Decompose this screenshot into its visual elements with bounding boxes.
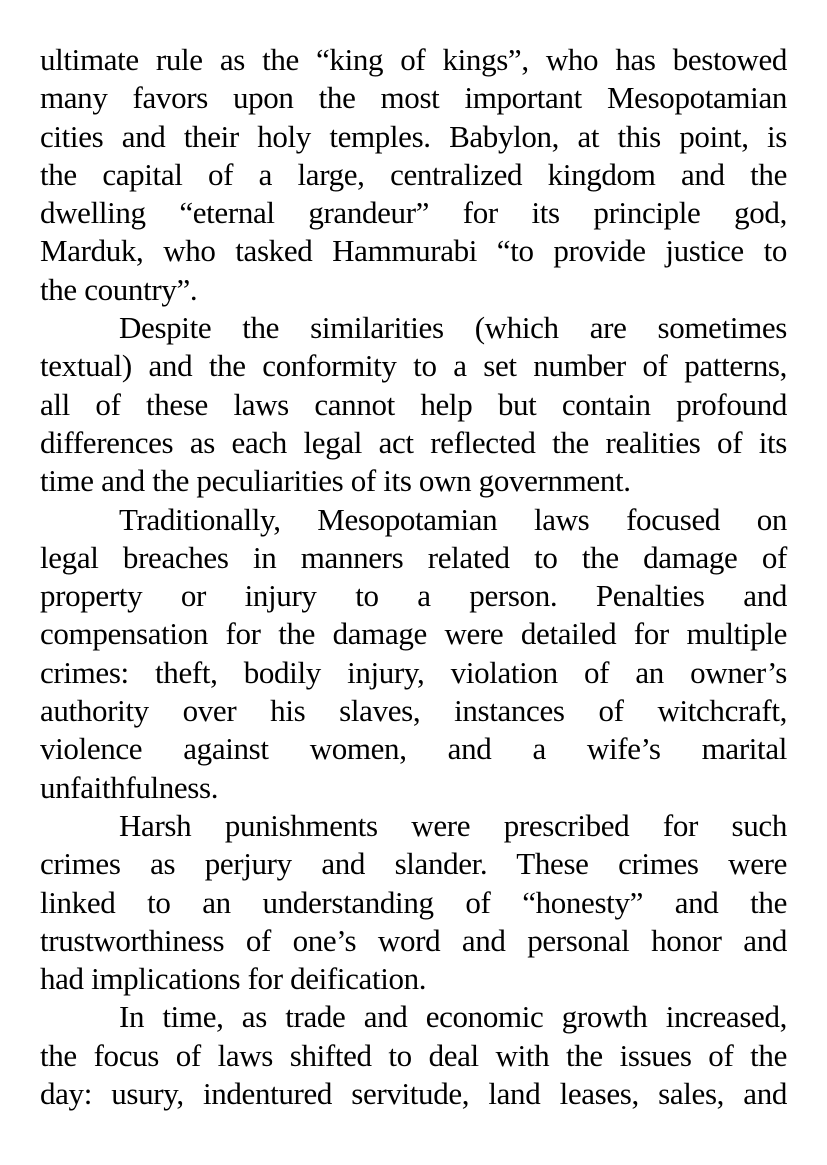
text-line: In time, as trade and economic growth increased, [119, 999, 787, 1035]
text-line: differences as each legal act reflected the realities of its [40, 424, 787, 460]
text-line: time and the peculiarities of its own government. [40, 463, 631, 499]
text-line: legal breaches in manners related to the damage of [40, 539, 787, 575]
text-line: compensation for the damage were detailed for multiple [40, 616, 787, 652]
text-line: ultimate rule as the “king of kings”, who has bestowed [40, 42, 787, 77]
text-line: had implications for deification. [40, 961, 427, 997]
text-line: the country”. [40, 271, 198, 307]
paragraph-2 [40, 309, 787, 500]
text-line: linked to an understanding of “honesty” and the [40, 884, 787, 920]
text-line: property or injury to a person. Penalties and [40, 578, 787, 614]
text-line: cities and their holy temples. Babylon, at this point, is [40, 118, 787, 154]
text-line: trustworthiness of one’s word and personal honor and [40, 922, 787, 958]
paragraph-5 [40, 998, 787, 1113]
paragraph-1 [40, 41, 787, 309]
text-line: Despite the similarities (which are sometimes [119, 310, 787, 346]
text-line: all of these laws cannot help but contain profound [40, 386, 787, 422]
paragraph-4 [40, 807, 787, 998]
text-line: the focus of laws shifted to deal with the issues of the [40, 1037, 787, 1073]
text-line: crimes as perjury and slander. These crimes were [40, 846, 787, 882]
text-line: Harsh punishments were prescribed for such [119, 807, 787, 843]
text-line: many favors upon the most important Mesopotamian [40, 80, 787, 116]
text-line: unfaithfulness. [40, 769, 219, 805]
document-page [40, 41, 787, 1113]
text-line: day: usury, indentured servitude, land leases, sales, and [40, 1076, 787, 1112]
paragraph-3 [40, 501, 787, 807]
text-line: authority over his slaves, instances of witchcraft, [40, 693, 787, 729]
text-line: Traditionally, Mesopotamian laws focused on [119, 501, 787, 537]
text-line: violence against women, and a wife’s marital [40, 731, 787, 767]
text-line: the capital of a large, centralized kingdom and the [40, 156, 787, 192]
text-line: Marduk, who tasked Hammurabi “to provide justice to [40, 233, 787, 269]
text-line: crimes: theft, bodily injury, violation of an owner’s [40, 654, 787, 690]
text-line: textual) and the conformity to a set number of patterns, [40, 348, 787, 384]
text-line: dwelling “eternal grandeur” for its principle god, [40, 195, 787, 231]
